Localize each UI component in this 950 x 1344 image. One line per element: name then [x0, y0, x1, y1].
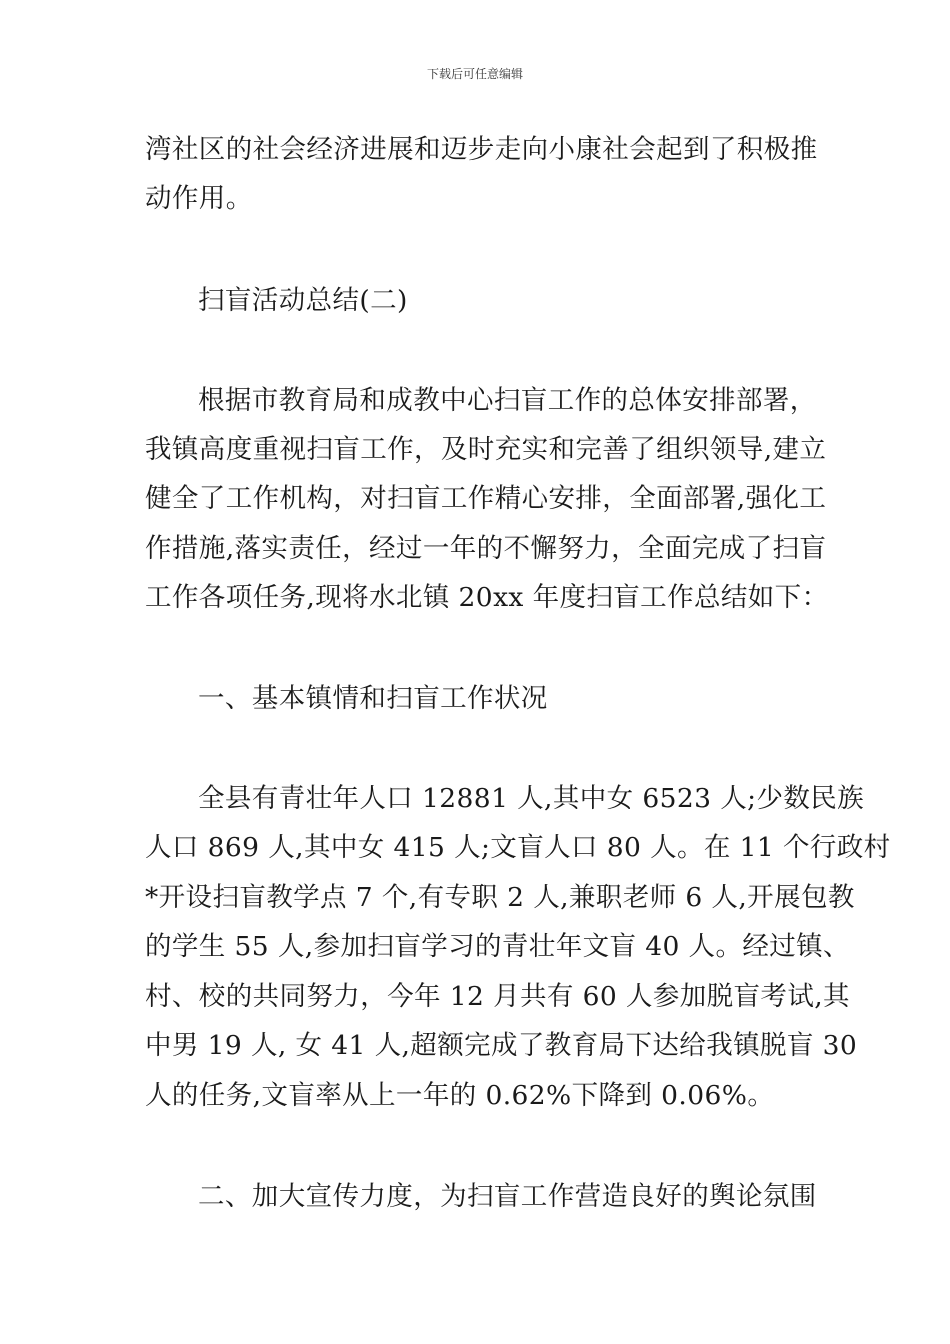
body-line: 的学生 55 人,参加扫盲学习的青壮年文盲 40 人。经过镇、	[145, 931, 850, 962]
body-line: 中男 19 人, 女 41 人,超额完成了教育局下达给我镇脱盲 30	[145, 1030, 858, 1061]
paragraph-first-line: 全县有青壮年人口 12881 人,其中女 6523 人;少数民族	[198, 783, 865, 814]
body-line: 我镇高度重视扫盲工作，及时充实和完善了组织领导,建立	[145, 434, 827, 465]
body-line: 人的任务,文盲率从上一年的 0.62%下降到 0.06%。	[145, 1080, 775, 1111]
body-line: 工作各项任务,现将水北镇 20xx 年度扫盲工作总结如下：	[145, 582, 829, 613]
body-line: 村、校的共同努力，今年 12 月共有 60 人参加脱盲考试,其	[145, 981, 850, 1012]
section-heading: 二、加大宣传力度，为扫盲工作营造良好的舆论氛围	[198, 1181, 817, 1212]
paragraph-first-line: 根据市教育局和成教中心扫盲工作的总体安排部署，	[198, 385, 817, 416]
section-title: 扫盲活动总结(二)	[198, 285, 408, 316]
page-header: 下载后可任意编辑	[426, 67, 523, 81]
body-line: *开设扫盲教学点 7 个,有专职 2 人,兼职老师 6 人,开展包教	[145, 882, 855, 913]
section-heading: 一、基本镇情和扫盲工作状况	[198, 683, 548, 714]
body-line: 作措施,落实责任，经过一年的不懈努力，全面完成了扫盲	[145, 533, 827, 564]
body-line: 动作用。	[145, 183, 253, 214]
body-line: 健全了工作机构，对扫盲工作精心安排，全面部署,强化工	[145, 483, 827, 514]
body-line: 人口 869 人,其中女 415 人;文盲人口 80 人。在 11 个行政村	[145, 832, 891, 863]
body-line: 湾社区的社会经济进展和迈步走向小康社会起到了积极推	[145, 134, 818, 165]
